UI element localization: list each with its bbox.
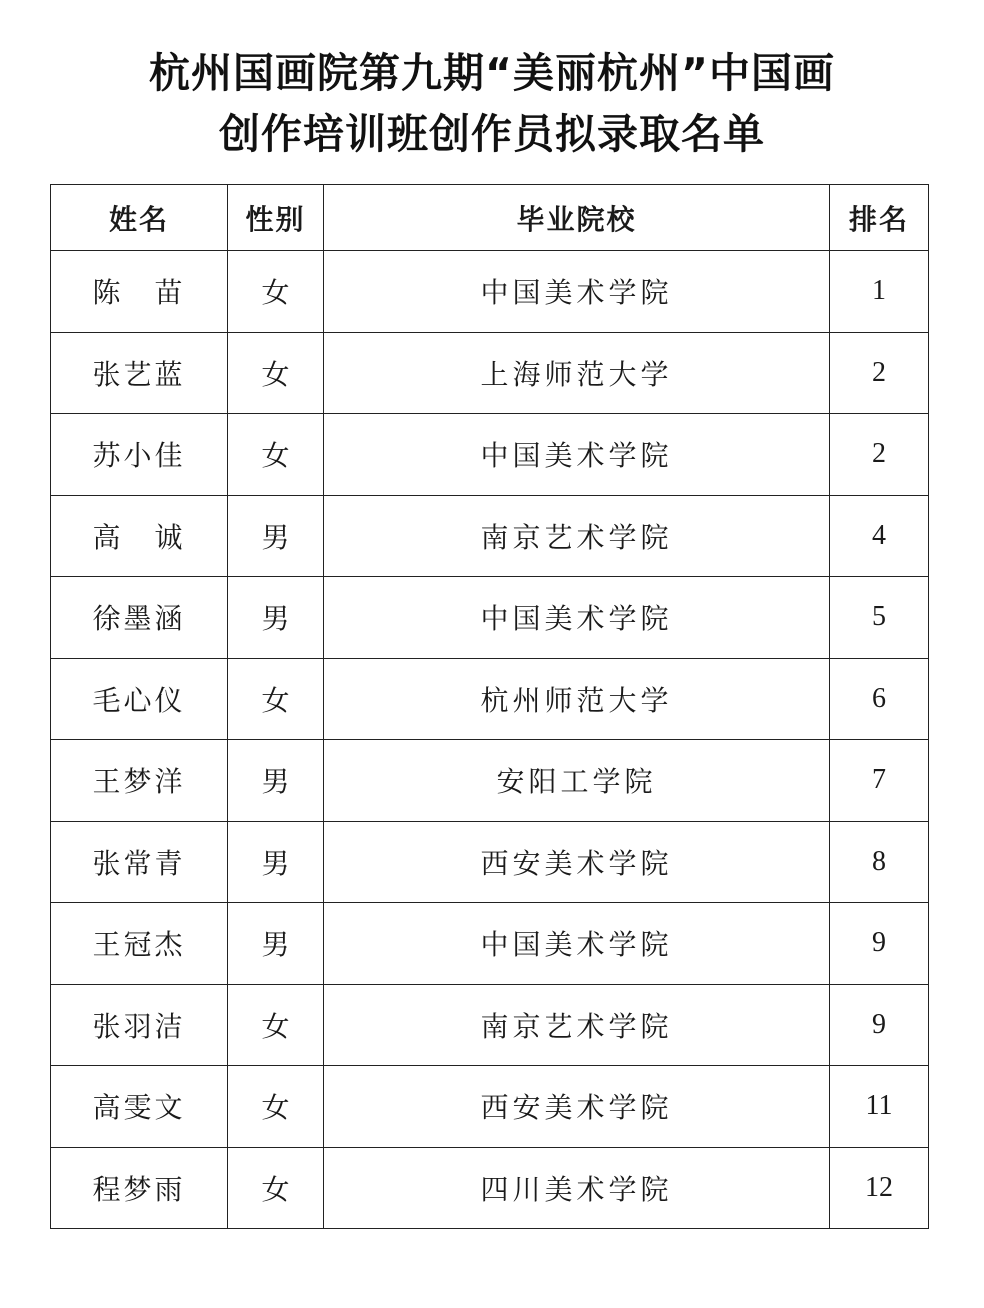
cell-name: 陈 苗 — [51, 251, 228, 333]
cell-rank: 1 — [830, 251, 929, 333]
cell-name: 高雯文 — [51, 1066, 228, 1148]
cell-school: 安阳工学院 — [324, 740, 830, 822]
cell-name: 毛心仪 — [51, 658, 228, 740]
cell-rank: 2 — [830, 414, 929, 496]
cell-rank: 9 — [830, 903, 929, 985]
table-body — [51, 251, 929, 1229]
cell-school: 南京艺术学院 — [324, 495, 830, 577]
header-name: 姓名 — [51, 185, 228, 251]
table-row — [51, 332, 929, 414]
cell-name: 张常青 — [51, 821, 228, 903]
cell-name: 苏小佳 — [51, 414, 228, 496]
cell-name: 高 诚 — [51, 495, 228, 577]
cell-gender: 男 — [228, 577, 324, 659]
cell-school: 南京艺术学院 — [324, 984, 830, 1066]
header-rank: 排名 — [830, 185, 929, 251]
cell-gender: 女 — [228, 1066, 324, 1148]
cell-gender: 男 — [228, 495, 324, 577]
document-title-line-2: 创作培训班创作员拟录取名单 — [219, 110, 765, 158]
cell-school: 西安美术学院 — [324, 821, 830, 903]
cell-gender: 男 — [228, 903, 324, 985]
table-row — [51, 577, 929, 659]
table-row — [51, 740, 929, 822]
table-row — [51, 984, 929, 1066]
cell-gender: 女 — [228, 332, 324, 414]
table-row — [51, 414, 929, 496]
cell-school: 上海师范大学 — [324, 332, 830, 414]
cell-name: 王冠杰 — [51, 903, 228, 985]
cell-school: 西安美术学院 — [324, 1066, 830, 1148]
header-school: 毕业院校 — [324, 185, 830, 251]
cell-name: 王梦洋 — [51, 740, 228, 822]
table-row — [51, 903, 929, 985]
cell-rank: 6 — [830, 658, 929, 740]
table-row — [51, 821, 929, 903]
table-row — [51, 1066, 929, 1148]
cell-rank: 7 — [830, 740, 929, 822]
cell-name: 徐墨涵 — [51, 577, 228, 659]
cell-rank: 4 — [830, 495, 929, 577]
cell-rank: 11 — [830, 1066, 929, 1148]
cell-rank: 9 — [830, 984, 929, 1066]
cell-gender: 女 — [228, 251, 324, 333]
cell-school: 中国美术学院 — [324, 577, 830, 659]
cell-gender: 女 — [228, 414, 324, 496]
cell-name: 程梦雨 — [51, 1147, 228, 1229]
cell-school: 中国美术学院 — [324, 251, 830, 333]
cell-rank: 5 — [830, 577, 929, 659]
cell-gender: 男 — [228, 821, 324, 903]
cell-gender: 男 — [228, 740, 324, 822]
cell-gender: 女 — [228, 658, 324, 740]
cell-rank: 12 — [830, 1147, 929, 1229]
table-row — [51, 251, 929, 333]
cell-name: 张艺蓝 — [51, 332, 228, 414]
cell-gender: 女 — [228, 1147, 324, 1229]
cell-school: 中国美术学院 — [324, 414, 830, 496]
table-row — [51, 495, 929, 577]
cell-gender: 女 — [228, 984, 324, 1066]
cell-rank: 8 — [830, 821, 929, 903]
cell-name: 张羽洁 — [51, 984, 228, 1066]
cell-school: 杭州师范大学 — [324, 658, 830, 740]
table-header-row — [51, 185, 929, 251]
header-gender: 性别 — [228, 185, 324, 251]
table-row — [51, 1147, 929, 1229]
cell-rank: 2 — [830, 332, 929, 414]
cell-school: 中国美术学院 — [324, 903, 830, 985]
table-row — [51, 658, 929, 740]
cell-school: 四川美术学院 — [324, 1147, 830, 1229]
document-title-line-1: 杭州国画院第九期“美丽杭州”中国画 — [149, 49, 835, 97]
admission-list-table — [50, 184, 929, 1229]
